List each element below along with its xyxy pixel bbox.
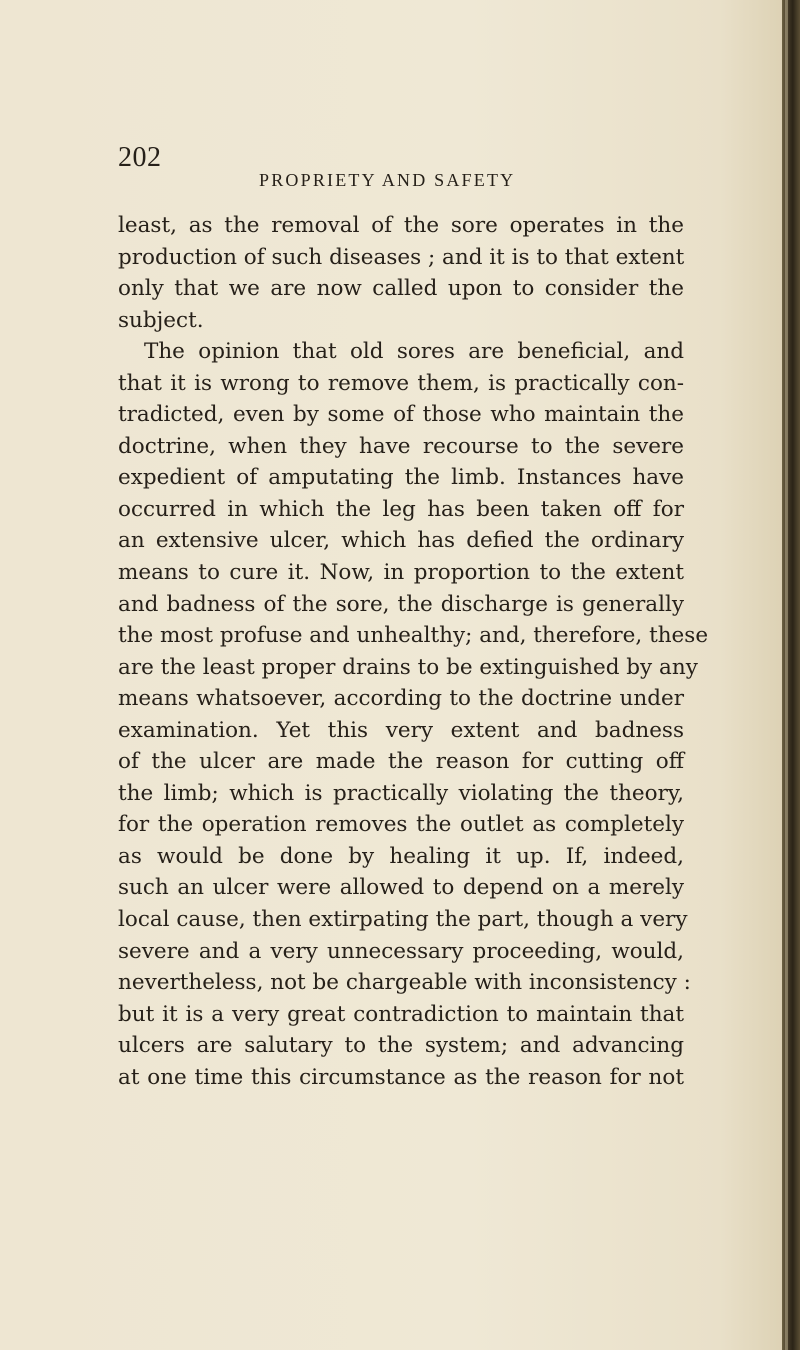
page-number: 202 xyxy=(118,142,162,173)
text-line: doctrine, when they have recourse to the severe xyxy=(118,433,684,459)
text-line: local cause, then extirpating the part, though a very xyxy=(118,907,688,933)
page-header xyxy=(0,142,782,192)
text-line: that it is wrong to remove them, is practically con- xyxy=(118,370,684,396)
running-head: PROPRIETY AND SAFETY xyxy=(259,170,516,190)
body-text xyxy=(118,210,709,1093)
text-line: the most profuse and unhealthy; and, therefore, these xyxy=(118,623,709,649)
text-line: means whatsoever, according to the doctrine under xyxy=(118,686,684,712)
text-line: nevertheless, not be chargeable with inconsistency : xyxy=(118,970,691,996)
text-line: the limb; which is practically violating the theory, xyxy=(118,780,684,806)
text-line: means to cure it. Now, in proportion to the extent xyxy=(118,560,684,586)
gutter-highlight xyxy=(785,0,788,1350)
text-line: as would be done by healing it up. If, indeed, xyxy=(118,843,684,869)
text-line: tradicted, even by some of those who maintain the xyxy=(118,402,684,428)
text-line: expedient of amputating the limb. Instances have xyxy=(118,465,684,491)
text-line: examination. Yet this very extent and badness xyxy=(118,717,684,743)
text-line: such an ulcer were allowed to depend on a merely xyxy=(118,875,684,901)
text-line: and badness of the sore, the discharge is generally xyxy=(118,591,684,617)
text-line: an extensive ulcer, which has defied the ordinary xyxy=(118,528,684,554)
text-line: only that we are now called upon to consider the xyxy=(118,276,684,302)
text-line: subject. xyxy=(118,307,204,333)
text-line: occurred in which the leg has been taken off for xyxy=(118,496,684,522)
text-line: of the ulcer are made the reason for cutting off xyxy=(118,749,684,775)
text-line: production of such diseases ; and it is to that extent xyxy=(118,244,685,270)
text-line: at one time this circumstance as the reason for not xyxy=(118,1064,684,1090)
text-line: but it is a very great contradiction to maintain that xyxy=(118,1001,684,1027)
text-line: for the operation removes the outlet as completely xyxy=(118,812,684,838)
text-line: ulcers are salutary to the system; and advancing xyxy=(118,1033,684,1059)
text-line: are the least proper drains to be extinguished by any xyxy=(118,654,698,680)
text-line: severe and a very unnecessary proceeding, would, xyxy=(118,938,684,964)
text-line: least, as the removal of the sore operates in the xyxy=(118,213,684,238)
text-line: The opinion that old sores are beneficial, and xyxy=(144,339,684,365)
